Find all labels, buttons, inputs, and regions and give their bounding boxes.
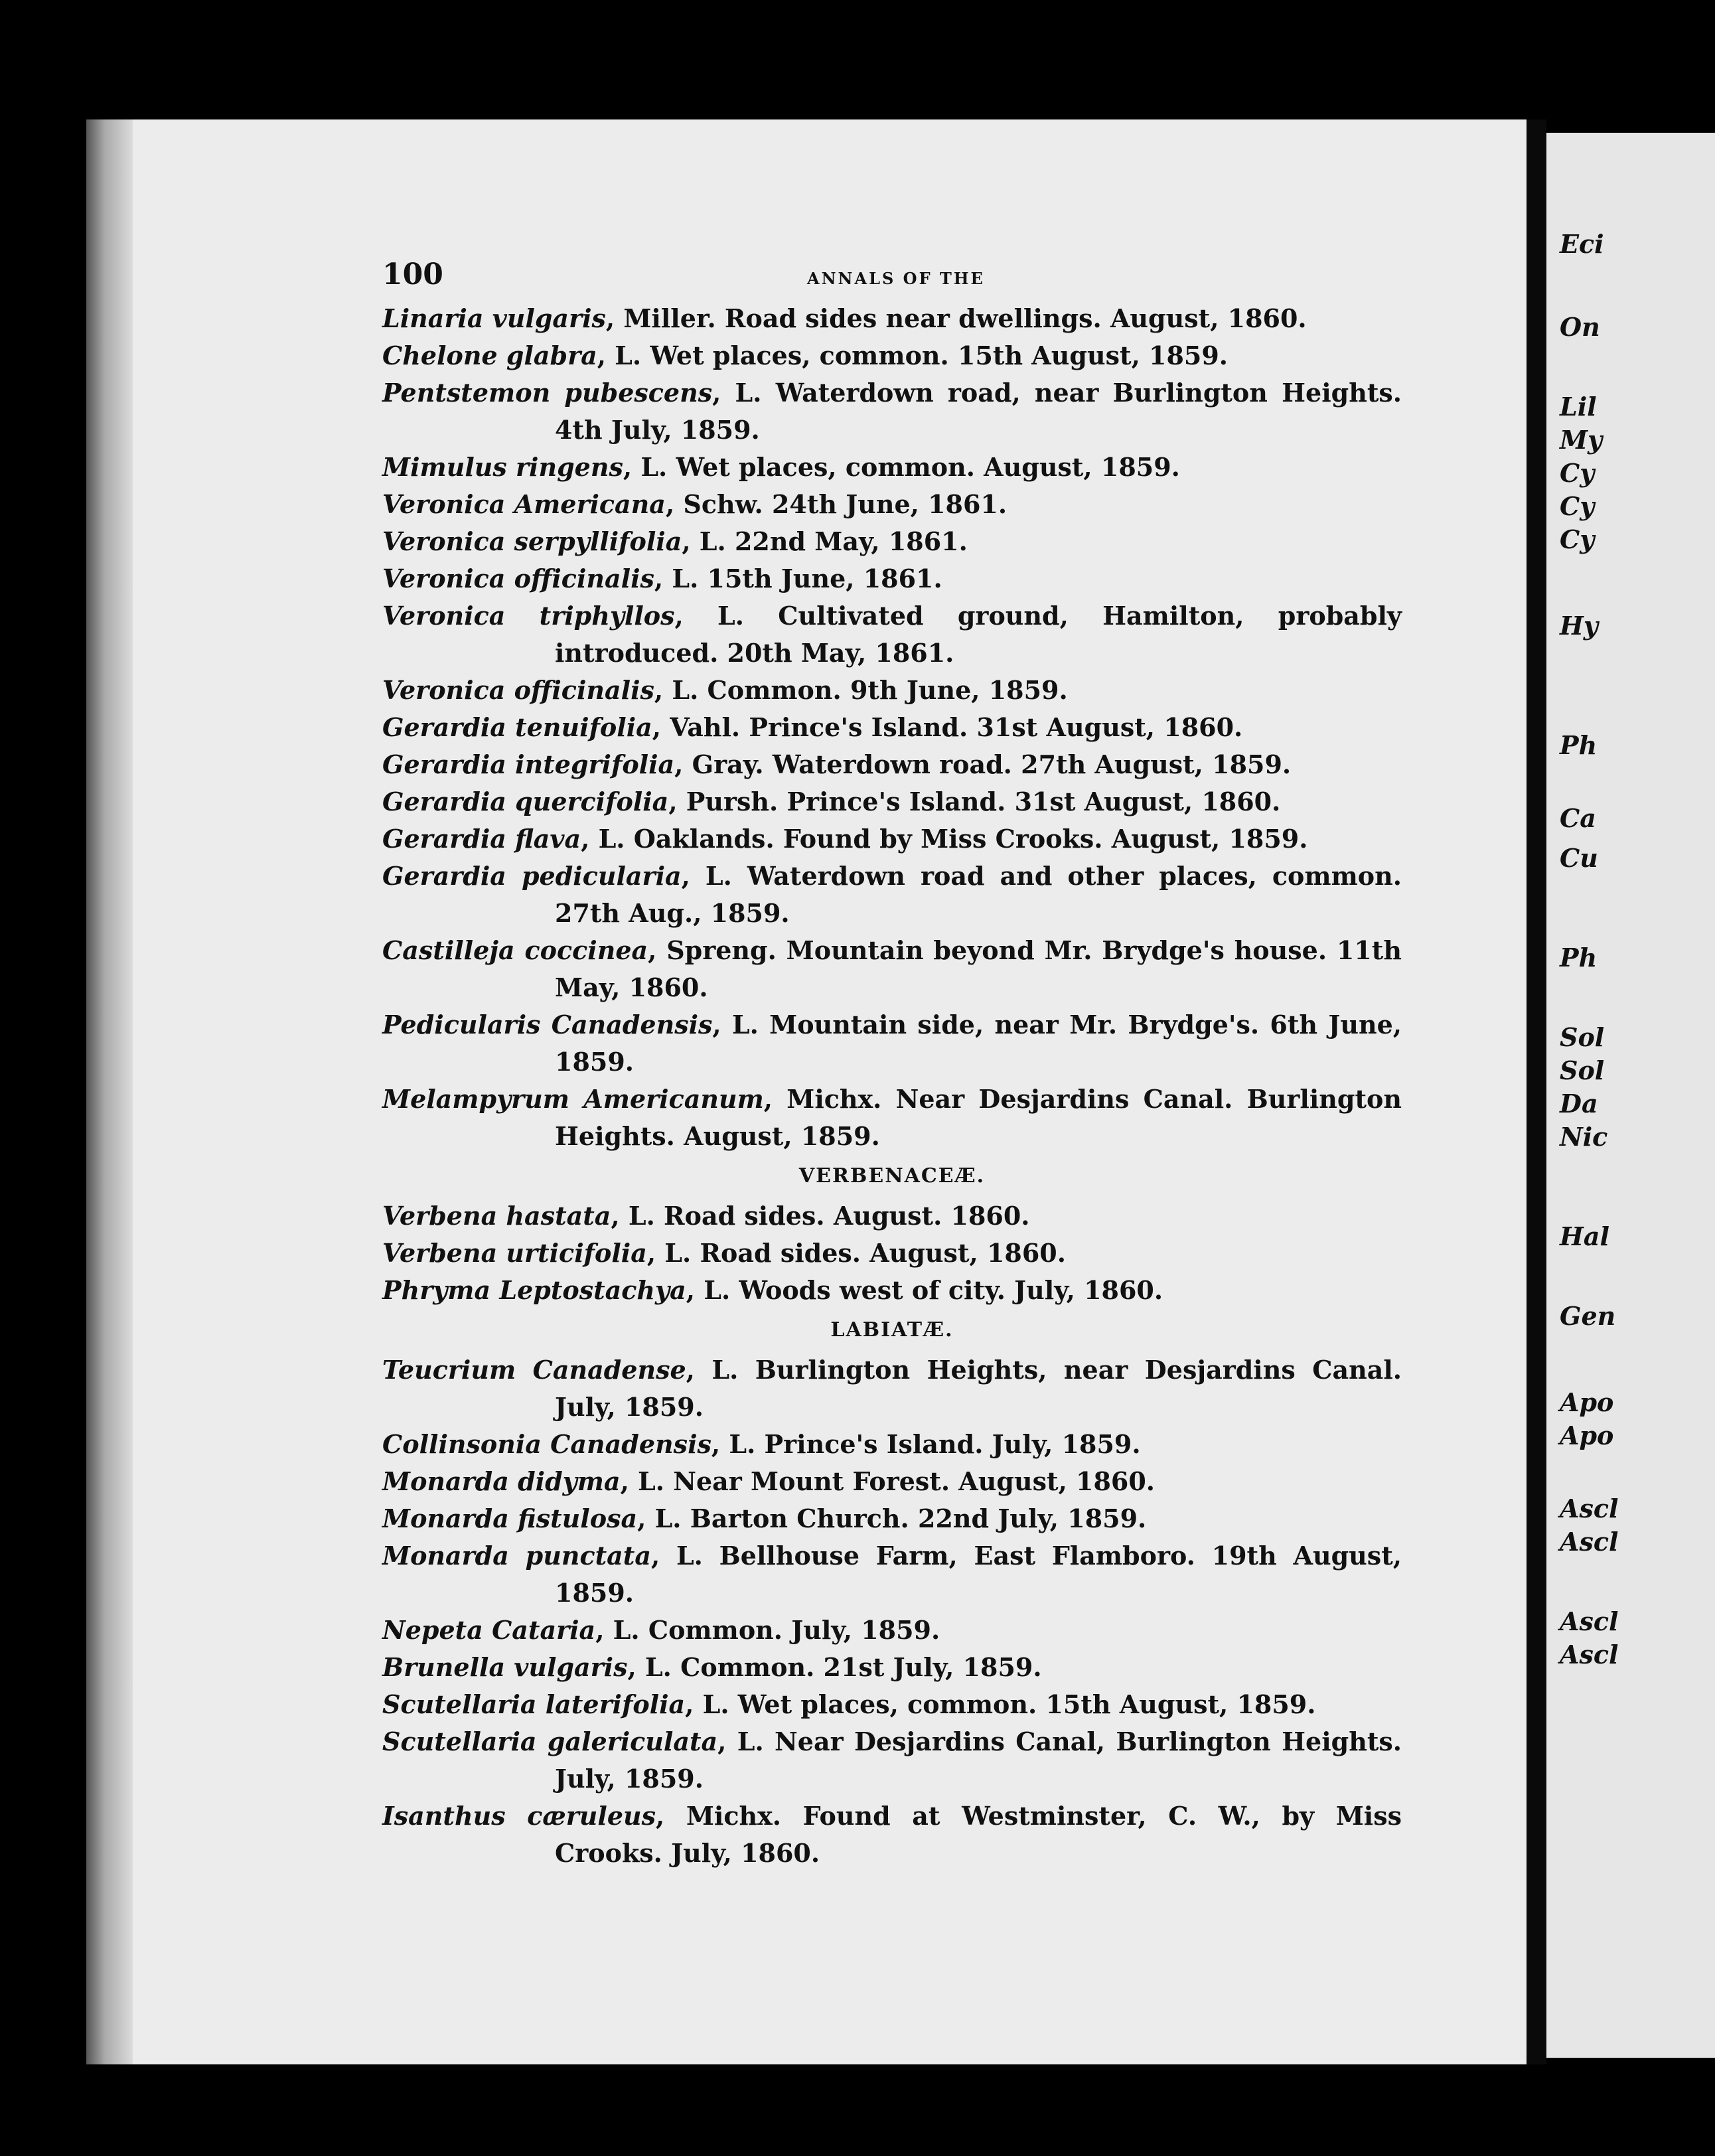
- species-name: Mimulus ringens: [382, 452, 623, 482]
- species-name: Melampyrum Americanum: [382, 1084, 764, 1114]
- species-name: Verbena urticifolia: [382, 1238, 647, 1268]
- right-page-fragment: Lil: [1560, 392, 1597, 422]
- entry-list-verbenaceae: [382, 1197, 1402, 1309]
- species-name: Monarda fistulosa: [382, 1503, 638, 1533]
- species-note: , L. Bellhouse Farm, East Flamboro. 19th August, 1859.: [555, 1541, 1402, 1608]
- species-entry: [382, 1723, 1402, 1798]
- species-entry: [382, 1006, 1402, 1081]
- right-page-fragment: Ca: [1560, 803, 1596, 833]
- book-gutter: [1527, 119, 1546, 2064]
- species-entry: [382, 523, 1402, 560]
- species-name: Linaria vulgaris: [382, 303, 606, 333]
- species-note: , L. Waterdown road, near Burlington Heights. 4th July, 1859.: [555, 378, 1402, 445]
- species-note: , L. Waterdown road and other places, common. 27th Aug., 1859.: [555, 861, 1402, 928]
- species-entry: [382, 1686, 1402, 1723]
- species-name: Castilleja coccinea: [382, 935, 648, 965]
- species-entry: [382, 1798, 1402, 1872]
- species-name: Scutellaria galericulata: [382, 1727, 718, 1756]
- species-entry: [382, 374, 1402, 449]
- right-page-fragment: Apo: [1560, 1387, 1614, 1417]
- species-entry: [382, 560, 1402, 597]
- right-page-fragment: Ascl: [1560, 1640, 1619, 1669]
- right-page-fragment: Sol: [1560, 1055, 1605, 1085]
- species-entry: [382, 1197, 1402, 1235]
- species-note: , L. 22nd May, 1861.: [682, 526, 968, 556]
- species-name: Gerardia flava: [382, 824, 581, 854]
- species-entry: [382, 672, 1402, 709]
- species-entry: [382, 1463, 1402, 1500]
- right-page-fragment: Cu: [1560, 843, 1598, 873]
- species-note: , L. Wet places, common. 15th August, 1859.: [597, 341, 1229, 370]
- species-note: , Michx. Near Desjardins Canal. Burlington Heights. August, 1859.: [555, 1084, 1402, 1151]
- species-note: , L. Common. July, 1859.: [595, 1615, 940, 1645]
- right-page-fragment: On: [1560, 312, 1600, 342]
- right-page-fragment: Hy: [1560, 611, 1598, 641]
- species-note: , L. Oaklands. Found by Miss Crooks. August, 1859.: [581, 824, 1308, 854]
- species-note: , L. Cultivated ground, Hamilton, probably introduced. 20th May, 1861.: [555, 601, 1402, 668]
- section-heading-labiatae: LABIATÆ.: [830, 1318, 954, 1342]
- right-page-fragment: Cy: [1560, 524, 1595, 554]
- species-note: , L. Near Mount Forest. August, 1860.: [620, 1466, 1156, 1496]
- right-page-fragment: Eci: [1560, 229, 1604, 259]
- page-edge-shadow: [86, 119, 133, 2064]
- species-note: , L. Woods west of city. July, 1860.: [686, 1275, 1163, 1305]
- species-note: , Schw. 24th June, 1861.: [665, 489, 1007, 519]
- right-page-fragment: Cy: [1560, 491, 1595, 521]
- species-name: Veronica triphyllos: [382, 601, 675, 631]
- species-note: , Pursh. Prince's Island. 31st August, 1860.: [668, 787, 1281, 816]
- species-entry: [382, 858, 1402, 932]
- species-name: Veronica serpyllifolia: [382, 526, 682, 556]
- species-name: Gerardia quercifolia: [382, 787, 669, 816]
- species-entry: [382, 820, 1402, 858]
- species-name: Isanthus cæruleus: [382, 1801, 656, 1831]
- right-page-fragment: Ph: [1560, 730, 1598, 760]
- species-name: Veronica Americana: [382, 489, 666, 519]
- page-content: [382, 258, 1402, 1872]
- species-note: , L. Near Desjardins Canal, Burlington Heights. July, 1859.: [555, 1727, 1402, 1794]
- species-entry: [382, 1500, 1402, 1537]
- species-name: Veronica officinalis: [382, 564, 654, 593]
- species-name: Verbena hastata: [382, 1201, 611, 1231]
- species-name: Phryma Leptostachya: [382, 1275, 686, 1305]
- entry-list-scrophulariaceae: [382, 300, 1402, 1155]
- species-entry: [382, 1235, 1402, 1272]
- species-entry: [382, 709, 1402, 746]
- species-name: Gerardia tenuifolia: [382, 712, 652, 742]
- species-entry: [382, 597, 1402, 672]
- species-name: Gerardia pedicularia: [382, 861, 682, 891]
- species-entry: [382, 1426, 1402, 1463]
- species-note: , Gray. Waterdown road. 27th August, 1859.: [674, 749, 1292, 779]
- entry-list-labiatae: [382, 1351, 1402, 1872]
- species-note: , L. Road sides. August. 1860.: [611, 1201, 1030, 1231]
- species-entry: [382, 746, 1402, 783]
- right-page-fragment: Hal: [1560, 1221, 1609, 1251]
- page-header: [382, 258, 1402, 300]
- species-entry: [382, 449, 1402, 486]
- species-entry: [382, 783, 1402, 820]
- right-page-fragment: Ascl: [1560, 1494, 1619, 1523]
- species-entry: [382, 300, 1402, 337]
- species-note: , L. Barton Church. 22nd July, 1859.: [637, 1503, 1147, 1533]
- species-entry: [382, 486, 1402, 523]
- species-name: Chelone glabra: [382, 341, 597, 370]
- right-page-fragment: Gen: [1560, 1301, 1616, 1331]
- right-page-fragment: Ascl: [1560, 1606, 1619, 1636]
- species-note: , Spreng. Mountain beyond Mr. Brydge's house. 11th May, 1860.: [555, 935, 1402, 1002]
- right-page: [1546, 133, 1715, 2058]
- page-number: 100: [382, 258, 443, 291]
- running-head: ANNALS OF THE: [807, 269, 985, 288]
- species-note: , L. Common. 9th June, 1859.: [654, 675, 1068, 705]
- species-name: Teucrium Canadense: [382, 1355, 686, 1385]
- right-page-fragment: Da: [1560, 1089, 1598, 1118]
- right-page-fragment: Sol: [1560, 1022, 1605, 1052]
- species-name: Collinsonia Canadensis: [382, 1429, 711, 1459]
- species-name: Nepeta Cataria: [382, 1615, 596, 1645]
- species-entry: [382, 1081, 1402, 1155]
- species-note: , L. Burlington Heights, near Desjardins Canal. July, 1859.: [555, 1355, 1402, 1422]
- species-name: Pedicularis Canadensis: [382, 1010, 713, 1040]
- species-note: , L. Road sides. August, 1860.: [646, 1238, 1066, 1268]
- species-entry: [382, 932, 1402, 1006]
- species-note: , Vahl. Prince's Island. 31st August, 1860.: [652, 712, 1243, 742]
- species-name: Gerardia integrifolia: [382, 749, 675, 779]
- species-note: , L. 15th June, 1861.: [654, 564, 942, 593]
- species-name: Brunella vulgaris: [382, 1652, 628, 1682]
- species-name: Pentstemon pubescens: [382, 378, 713, 408]
- species-entry: [382, 337, 1402, 374]
- right-page-fragment: Apo: [1560, 1421, 1614, 1450]
- species-note: , L. Common. 21st July, 1859.: [627, 1652, 1042, 1682]
- species-note: , L. Wet places, common. August, 1859.: [623, 452, 1180, 482]
- species-note: , L. Wet places, common. 15th August, 1859.: [685, 1689, 1316, 1719]
- right-page-fragment: My: [1560, 425, 1603, 455]
- right-page-fragment: Nic: [1560, 1122, 1608, 1152]
- species-name: Scutellaria laterifolia: [382, 1689, 686, 1719]
- species-name: Veronica officinalis: [382, 675, 654, 705]
- species-entry: [382, 1351, 1402, 1426]
- species-note: , L. Mountain side, near Mr. Brydge's. 6th June, 1859.: [555, 1010, 1402, 1077]
- species-entry: [382, 1537, 1402, 1612]
- species-entry: [382, 1649, 1402, 1686]
- species-name: Monarda punctata: [382, 1541, 651, 1571]
- species-note: , Michx. Found at Westminster, C. W., by Miss Crooks. July, 1860.: [555, 1801, 1402, 1868]
- right-page-fragment: Ascl: [1560, 1527, 1619, 1557]
- species-entry: [382, 1612, 1402, 1649]
- species-name: Monarda didyma: [382, 1466, 621, 1496]
- species-entry: [382, 1272, 1402, 1309]
- species-note: , L. Prince's Island. July, 1859.: [711, 1429, 1141, 1459]
- right-page-fragment: Ph: [1560, 943, 1598, 972]
- section-heading-verbenaceae: VERBENACEÆ.: [798, 1164, 986, 1188]
- species-note: , Miller. Road sides near dwellings. August, 1860.: [605, 303, 1307, 333]
- right-page-fragment: Cy: [1560, 458, 1595, 488]
